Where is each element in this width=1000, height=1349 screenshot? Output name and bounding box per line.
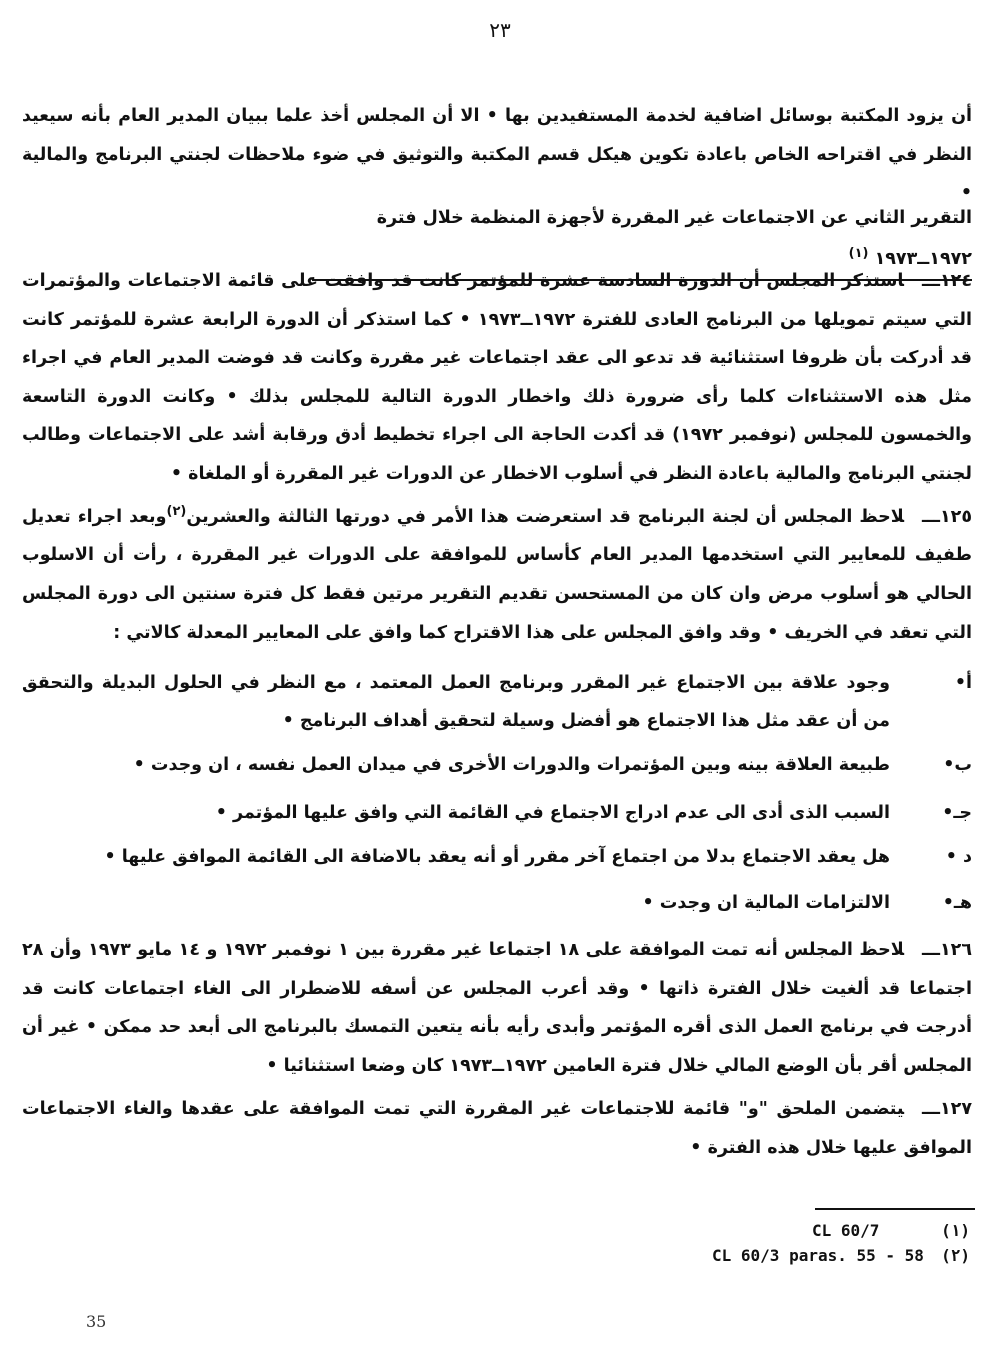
criterion-c xyxy=(22,794,972,832)
paragraph-126 xyxy=(22,931,972,1085)
intro-paragraph: أن يزود المكتبة بوسائل اضافية لخدمة المستفيدين بها • الا أن المجلس أخذ علما ببيان المدير العام بأنه سيعيد النظر في اقتراحه الخاص باعادة تكوين هيكل قسم المكتبة والتوثيق في ضوء ملاحظات لجنتي البرنامج والمالية • xyxy=(22,106,972,204)
paragraph-number: ١٢٤ـــ xyxy=(922,271,972,291)
paragraph-125 xyxy=(22,493,972,652)
footnote-mark: (١) xyxy=(941,1221,970,1240)
footnote-2 xyxy=(540,1246,970,1270)
criterion-label: ب• xyxy=(943,755,972,775)
criterion-label: أ• xyxy=(954,673,972,693)
criterion-text: الالتزامات المالية ان وجدت • xyxy=(642,893,890,913)
paragraph-text: لاحظ المجلس أنه تمت الموافقة على ١٨ اجتماعا غير مقررة بين ١ نوفمبر ١٩٧٢ و ١٤ مايو ١٩٧٣ وأن ٢٨ اجتماعا قد ألغيت خلال الفترة ذاتها • وقد أعرب المجلس عن أسفه للاضطرار الى الغاء اجتماعات كانت قد أدرجت في برنامج العمل الذى أقره المؤتمر وأبدى رأيه بأنه يتعين التمسك بالبرنامج الى أبعد حد ممكن • غير أن المجلس أقر بأن الوضع المالي خلال فترة العامين ١٩٧٢ــ١٩٧٣ كان وضعا استثنائيا • xyxy=(22,940,972,1076)
footnote-1 xyxy=(540,1221,970,1245)
criterion-b xyxy=(22,746,972,784)
paragraph-text: يتضمن الملحق "و" قائمة للاجتماعات غير المقررة التي تمت الموافقة على عقدها والغاء الاجتماعات الموافق عليها خلال هذه الفترة • xyxy=(22,1099,972,1158)
footnote-divider xyxy=(815,1208,975,1210)
paragraph-text: لاحظ المجلس أن لجنة البرنامج قد استعرضت هذا الأمر في دورتها الثالثة والعشرين xyxy=(186,506,904,527)
heading-footnote-mark: (١) xyxy=(848,246,869,261)
criterion-a xyxy=(22,664,972,740)
section-heading-text: التقرير الثاني عن الاجتماعات غير المقررة لأجهزة المنظمة خلال فترة ١٩٧٢ــ١٩٧٣ xyxy=(376,208,972,269)
footnote-reference: CL 60/7 xyxy=(812,1221,880,1240)
criterion-text: هل يعقد الاجتماع بدلا من اجتماع آخر مقرر أو أنه يعقد بالاضافة الى القائمة الموافق عليها • xyxy=(104,847,890,867)
paragraph-footnote-mark: (٢) xyxy=(166,504,187,519)
page-number: ٢٣ xyxy=(489,18,511,42)
criterion-label: هـ• xyxy=(942,893,972,913)
criterion-label: د • xyxy=(945,847,972,867)
paragraph-text: استذكر المجلس أن الدورة السادسة عشرة للمؤتمر كانت قد وافقت على قائمة الاجتماعات والمؤتمرات التي سيتم تمويلها من البرنامج العادى للفترة ١٩٧٢ــ١٩٧٣ • كما استذكر أن الدورة الرابعة عشرة للمؤتمر كانت قد أدركت بأن ظروفا استثنائية قد تدعو الى عقد اجتماعات غير مقررة وكانت قد فوضت المدير العام في اجراء مثل هذه الاستثناءات كلما رأى ضرورة ذلك واخطار الدورة التالية للمجلس بذلك • وكانت الدورة التاسعة والخمسون للمجلس (نوفمبر ١٩٧٢) قد أكدت الحاجة الى اجراء تخطيط أدق ورقابة أشد على الاجتماعات وطالب لجنتي البرنامج والمالية باعادة النظر في أسلوب الاخطار عن الدورات غير المقررة أو الملغاة • xyxy=(22,271,972,484)
archive-page-number: 35 xyxy=(86,1312,107,1331)
footnote-mark: (٢) xyxy=(941,1246,970,1265)
paragraph-127 xyxy=(22,1090,972,1167)
criterion-label: جـ• xyxy=(942,803,972,823)
paragraph-number: ١٢٦ـــ xyxy=(922,940,973,960)
criterion-text: طبيعة العلاقة بينه وبين المؤتمرات والدورات الأخرى في ميدان العمل نفسه ، ان وجدت • xyxy=(133,755,890,775)
footnote-reference: CL 60/3 paras. 55 - 58 xyxy=(712,1246,924,1265)
criterion-d xyxy=(22,838,972,876)
paragraph-number: ١٢٥ـــ xyxy=(922,506,972,527)
criterion-text: وجود علاقة بين الاجتماع غير المقرر وبرنامج العمل المعتمد ، مع النظر في الحلول البديلة والتحقق من أن عقد مثل هذا الاجتماع هو أفضل وسيلة لتحقيق أهداف البرنامج • xyxy=(22,673,890,731)
paragraph-number: ١٢٧ـــ xyxy=(922,1099,972,1119)
criterion-e xyxy=(22,884,972,922)
criterion-text: السبب الذى أدى الى عدم ادراج الاجتماع في القائمة التي وافق عليها المؤتمر • xyxy=(215,803,890,823)
paragraph-text-continued: وبعد اجراء تعديل طفيف للمعايير التي استخدمها المدير العام كأساس للموافقة على الدورات غير المقررة ، رأت أن الاسلوب الحالي هو أسلوب مرض وان كان من المستحسن تقديم التقرير مرتين فقط كل فترة سنتين الى دورة المجلس التي تعقد في الخريف • وقد وافق المجلس على هذا الاقتراح كما وافق على المعايير المعدلة كالاتي : xyxy=(22,506,972,643)
paragraph-124 xyxy=(22,262,972,494)
